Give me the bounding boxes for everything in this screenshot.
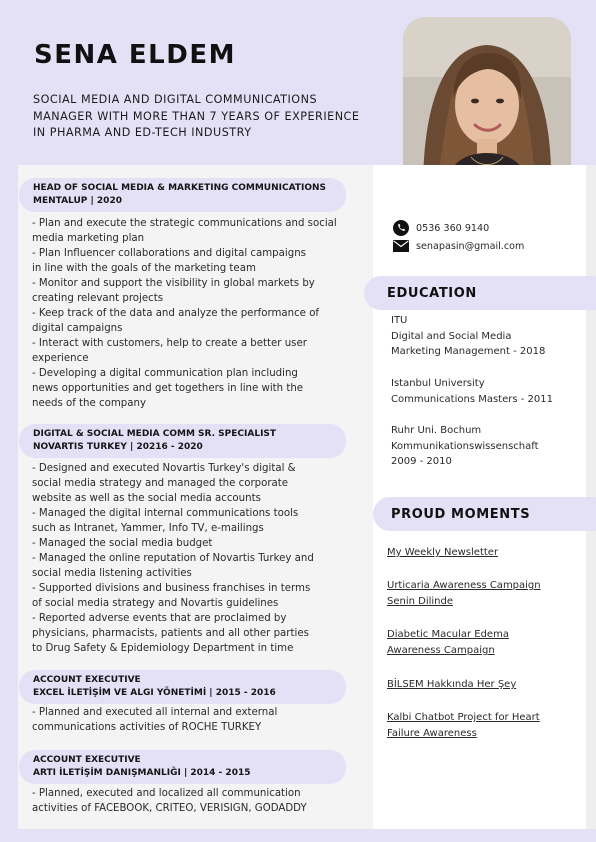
job-title-block [19, 750, 346, 784]
job-duties [32, 786, 367, 816]
proud-moment-link[interactable] [387, 677, 577, 693]
job-duties [32, 216, 367, 411]
link-line[interactable]: Kalbi Chatbot Project for Heart [387, 712, 540, 723]
link-line[interactable]: Failure Awareness [387, 728, 477, 739]
link-line[interactable]: Diabetic Macular Edema [387, 629, 509, 640]
job-duties [32, 705, 367, 735]
contact-phone [392, 220, 489, 236]
duty-line: - Reported adverse events that are proclaimed by [32, 613, 287, 624]
duty-line: to Drug Safety & Epidemiology Department in time [32, 643, 294, 654]
duty-line: - Keep track of the data and analyze the performance of [32, 308, 320, 319]
duty-line: news opportunities and get togethers in line with the [32, 383, 304, 394]
job-company-dates: ARTI İLETİŞİM DANIŞMANLIĞI | 2014 - 2015 [33, 768, 251, 778]
proud-moment-link[interactable] [387, 578, 577, 610]
duty-line: - Managed the online reputation of Novartis Turkey and [32, 553, 314, 564]
proud-moment-link[interactable] [387, 710, 577, 742]
duty-line: social media listening activities [32, 568, 192, 579]
education-entry [391, 423, 571, 470]
duty-line: experience [32, 353, 89, 364]
duty-line: - Managed the social media budget [32, 538, 213, 549]
education-line: Ruhr Uni. Bochum [391, 425, 482, 436]
duty-line: digital campaigns [32, 323, 123, 334]
candidate-name: SENA ELDEM [34, 40, 236, 70]
proud-moment-link[interactable] [387, 627, 577, 659]
job-position: DIGITAL & SOCIAL MEDIA COMM SR. SPECIALIST [33, 429, 277, 439]
duty-line: in line with the goals of the marketing team [32, 263, 256, 274]
education-line: Marketing Management - 2018 [391, 346, 546, 357]
link-line[interactable]: Senin Dilinde [387, 596, 454, 607]
duty-line: - Interact with customers, help to create a better user [32, 338, 307, 349]
education-entry [391, 376, 571, 407]
phone-icon [392, 220, 410, 236]
tagline-line: IN PHARMA AND ED-TECH INDUSTRY [33, 126, 252, 139]
education-entry [391, 313, 571, 360]
duty-line: website as well as the social media accounts [32, 493, 261, 504]
duty-line: creating relevant projects [32, 293, 164, 304]
job-position: ACCOUNT EXECUTIVE [33, 755, 141, 765]
duty-line: media marketing plan [32, 233, 145, 244]
duty-line: - Planned and executed all internal and external [32, 707, 278, 718]
education-line: Communications Masters - 2011 [391, 393, 553, 405]
duty-line: needs of the company [32, 398, 146, 409]
job-title-block [19, 178, 346, 212]
duty-line: social media strategy and managed the corporate [32, 478, 289, 489]
job-position: ACCOUNT EXECUTIVE [33, 675, 141, 685]
job-title-block [19, 670, 346, 704]
duty-line: activities of FACEBOOK, CRITEO, VERISIGN, GODADDY [32, 803, 307, 814]
education-line: 2009 - 2010 [391, 456, 452, 467]
duty-line: such as Intranet, Yammer, Info TV, e-mailings [32, 523, 264, 534]
phone-number[interactable]: 0536 360 9140 [416, 222, 490, 234]
education-line: Digital and Social Media [391, 330, 512, 342]
duty-line: - Developing a digital communication plan including [32, 368, 298, 379]
contact-email [392, 238, 524, 254]
duty-line: - Designed and executed Novartis Turkey's digital & [32, 463, 296, 474]
proud-moment-link[interactable] [387, 545, 577, 561]
duty-line: - Managed the digital internal communications tools [32, 508, 299, 519]
duty-line: - Supported divisions and business franchises in terms [32, 583, 311, 594]
duty-line: - Monitor and support the visibility in global markets by [32, 278, 315, 289]
tagline-line: MANAGER WITH MORE THAN 7 YEARS OF EXPERIENCE [33, 109, 360, 123]
education-heading: EDUCATION [364, 276, 596, 310]
link-line[interactable]: Urticaria Awareness Campaign [387, 580, 541, 591]
job-title-block [19, 424, 346, 458]
duty-line: physicians, pharmacists, patients and all other parties [32, 628, 309, 639]
footer-band [0, 829, 596, 842]
job-company-dates: NOVARTIS TURKEY | 20216 - 2020 [33, 442, 203, 452]
envelope-icon [392, 238, 410, 254]
duty-line: - Plan Influencer collaborations and digital campaigns [32, 248, 306, 259]
education-line: ITU [391, 315, 408, 326]
professional-tagline [33, 92, 393, 142]
education-line: Istanbul University [391, 378, 485, 389]
link-line[interactable]: BİLSEM Hakkında Her Şey [387, 679, 517, 690]
link-line[interactable]: Awareness Campaign [387, 645, 495, 656]
education-line: Kommunikationswissenschaft [391, 440, 539, 452]
email-address[interactable]: senapasin@gmail.com [416, 240, 525, 252]
job-company-dates: EXCEL İLETİŞİM VE ALGI YÖNETİMİ | 2015 - 2016 [33, 688, 276, 698]
duty-line: - Plan and execute the strategic communications and social [32, 218, 337, 229]
duty-line: communications activities of ROCHE TURKEY [32, 722, 262, 733]
duty-line: - Planned, executed and localized all communication [32, 788, 301, 799]
proud-moments-heading: PROUD MOMENTS [373, 497, 596, 531]
duty-line: of social media strategy and Novartis guidelines [32, 598, 279, 609]
job-position: HEAD OF SOCIAL MEDIA & MARKETING COMMUNICATIONS [33, 183, 327, 193]
portrait-image [403, 17, 571, 189]
job-company-dates: MENTALUP | 2020 [33, 196, 122, 206]
job-duties [32, 461, 367, 656]
tagline-line: SOCIAL MEDIA AND DIGITAL COMMUNICATIONS [33, 93, 318, 106]
link-line[interactable]: My Weekly Newsletter [387, 547, 499, 558]
